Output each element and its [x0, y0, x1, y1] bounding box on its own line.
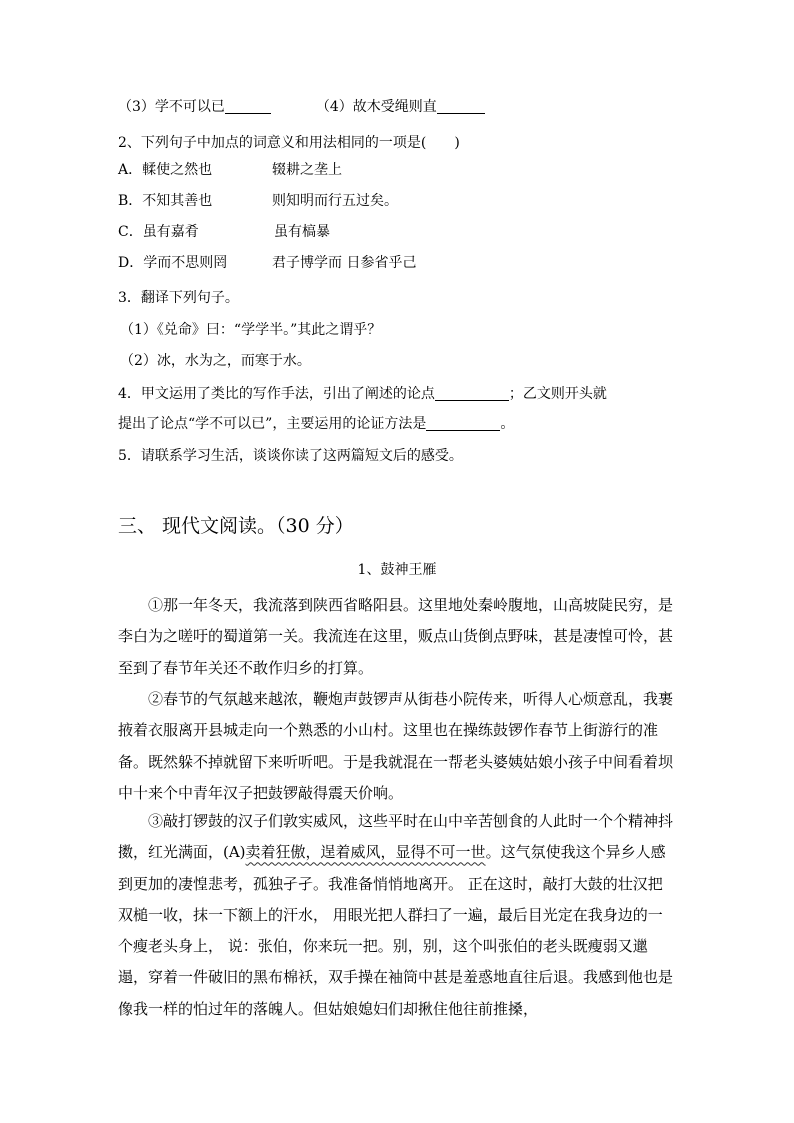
option-c-right: 虽有槁暴	[274, 224, 330, 240]
q3-sentence-2: （2）冰，水为之，而寒于水。	[120, 353, 311, 369]
q2-option-d	[118, 253, 417, 273]
answer-blank[interactable]	[437, 97, 485, 114]
q4-text-2: ；乙文则开头就	[508, 386, 607, 402]
wavy-underlined-phrase: 卖着狂傲，逞着威风，显得不可一世	[245, 843, 486, 862]
option-d-right: 君子博学而 日参省乎己	[272, 255, 417, 271]
answer-blank[interactable]	[225, 97, 271, 114]
option-b-left: B．不知其善也	[118, 193, 213, 209]
paragraph-2-text: ②春节的气氛越来越浓，鞭炮声鼓锣声从街巷小院传来，听得人心烦意乱，我裹掖着衣服离开县城走向一个熟悉的小山村。这里也在操练鼓锣作春节上街游行的准备。既然躲不掉就留下来听听吧。于是我就混在一帮老头婆姨姑娘小孩子中间看着坝中十来个中青年汉子把鼓锣敲得震天价响。	[118, 690, 674, 802]
q4-text-3: 提出了论点“学不可以已”，主要运用的论证方法是	[118, 416, 427, 432]
q1-items-row	[118, 97, 485, 117]
option-d-left: D．学而不思则罔	[118, 255, 228, 271]
paragraph-1-text: ①那一年冬天，我流落到陕西省略阳县。这里地处秦岭腹地，山高坡陡民穷，是李白为之嗟吁的蜀道第一关。我流连在这里，贩点山货倒点野味，甚是凄惶可怜，甚至到了春节年关还不敢作归乡的打算。	[118, 596, 674, 677]
q2-option-b	[118, 191, 398, 211]
option-a-left: A．輮使之然也	[118, 162, 213, 178]
q1-item4-text: （4）故木受绳则直	[315, 99, 437, 115]
q2-option-c	[118, 222, 330, 242]
passage-title: 1、鼓神王雁	[357, 562, 437, 578]
section-heading: 三、 现代文阅读。（30 分）	[118, 515, 354, 537]
answer-blank[interactable]	[426, 414, 500, 431]
q1-item3-text: （3）学不可以已	[118, 99, 225, 115]
option-c-left: C．虽有嘉肴	[118, 224, 199, 240]
passage-paragraph-1	[118, 590, 676, 684]
q4-text-1: 4．甲文运用了类比的写作手法，引出了阐述的论点	[118, 386, 435, 402]
passage-paragraph-3	[118, 806, 676, 1025]
q3-sentence-1: （1）《兑命》曰：“学学半。”其此之谓乎？	[120, 322, 382, 338]
q4-text-4: 。	[500, 416, 515, 432]
passage-paragraph-2	[118, 684, 676, 809]
option-b-right: 则知明而行五过矣。	[272, 193, 398, 209]
q2-stem: 2、下列句子中加点的词意义和用法相同的一项是( )	[118, 135, 460, 151]
option-a-right: 辍耕之垄上	[272, 162, 342, 178]
q4-line-1	[118, 384, 607, 404]
q5-text: 5．请联系学习生活，谈谈你读了这两篇短文后的感受。	[118, 448, 463, 464]
paragraph-3-text-a: ③敲打锣鼓的汉子们敦实威风，这些平时在山中辛苦刨食的人此时一个个精神抖擞，红光满面，(A)	[118, 812, 674, 862]
q2-option-a	[118, 160, 342, 180]
q3-stem: 3．翻译下列句子。	[118, 290, 239, 306]
paragraph-3-text-b: 。这气氛使我这个异乡人感到更加的凄惶悲考，孤独孑孑。我准备悄悄地离开。 正在这时，敲打大鼓的壮汉把双槌一收，抹一下额上的汗水， 用眼光把人群扫了一遍，最后目光定在我身边的一个瘦老头身上， 说：张伯，你来玩一把。别，别，这个叫张伯的老头既瘦弱又邋遢，穿着一件破旧的黑布棉袄，双手操在袖筒中甚是羞惑地直往后退。我感到他也是像我一样的怕过年的落魄人。但姑娘媳妇们却揪住他往前推搡，	[118, 843, 674, 1018]
q4-line-2	[118, 414, 514, 434]
answer-blank[interactable]	[435, 384, 509, 401]
